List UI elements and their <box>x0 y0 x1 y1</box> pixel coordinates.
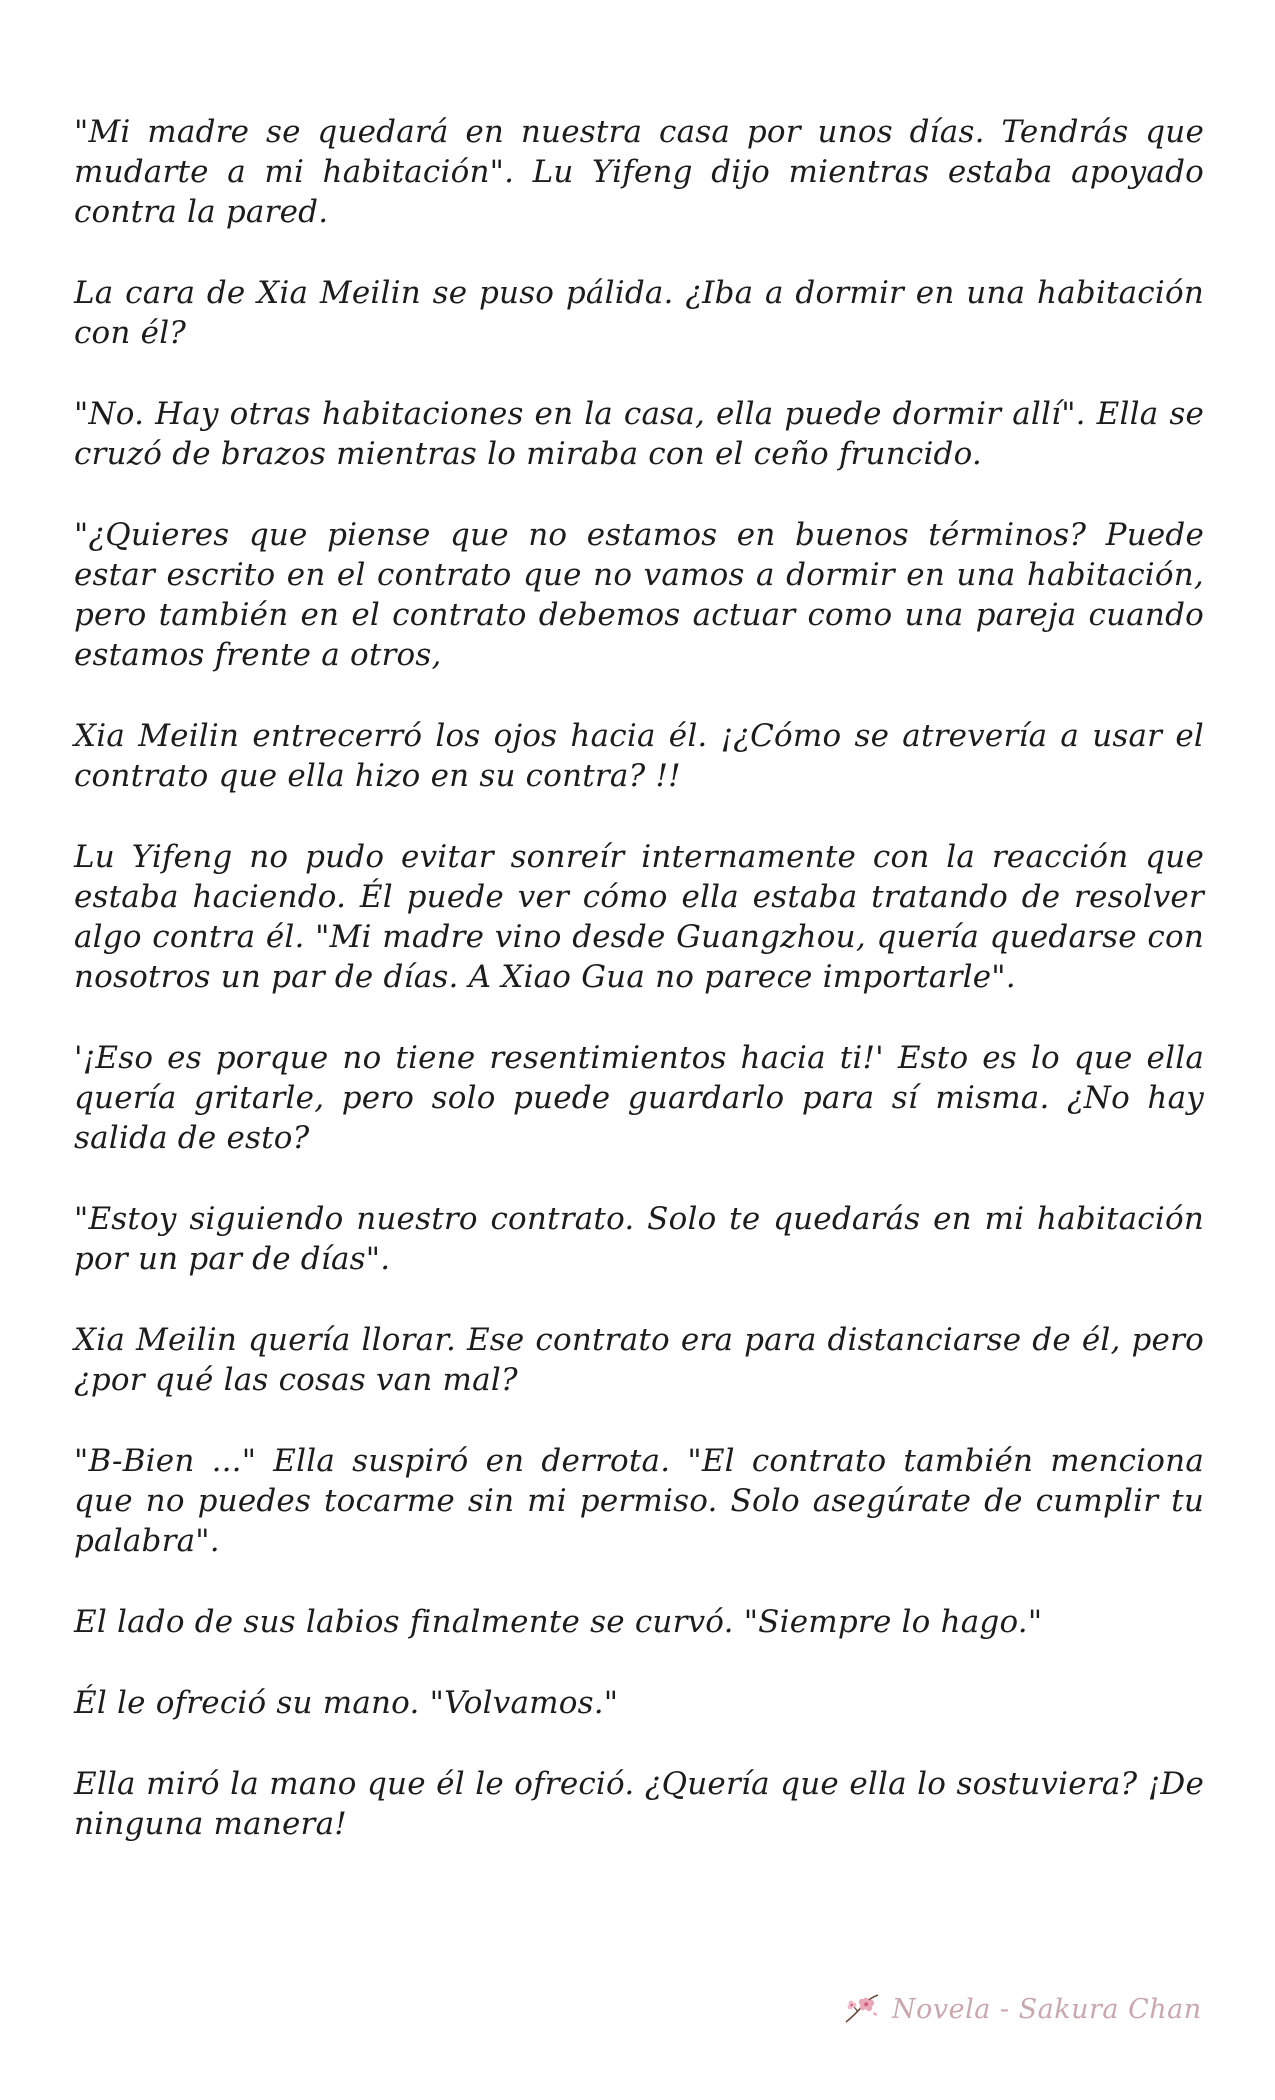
paragraph-4: "¿Quieres que piense que no estamos en buenos términos? Puede estar escrito en el contrato que no vamos a dormir en una habitación, pero también en el contrato debemos actuar como una pareja cuando estamos frente a otros, <box>74 517 1204 673</box>
sakura-flower-icon <box>842 1992 882 2026</box>
document-body <box>74 112 1204 1885</box>
paragraph-10: "B-Bien ..." Ella suspiró en derrota. "El contrato también menciona que no puedes tocarme sin mi permiso. Solo asegúrate de cumplir tu palabra". <box>74 1443 1204 1559</box>
paragraph-2: La cara de Xia Meilin se puso pálida. ¿Iba a dormir en una habitación con él? <box>74 275 1204 351</box>
paragraph-12: Él le ofreció su mano. "Volvamos." <box>74 1685 619 1721</box>
paragraph-1: "Mi madre se quedará en nuestra casa por unos días. Tendrás que mudarte a mi habitación". Lu Yifeng dijo mientras estaba apoyado contra la pared. <box>74 114 1204 230</box>
watermark <box>842 1992 1202 2026</box>
paragraph-7: '¡Eso es porque no tiene resentimientos hacia ti!' Esto es lo que ella quería gritarle, pero solo puede guardarlo para sí misma. ¿No hay salida de esto? <box>74 1040 1204 1156</box>
paragraph-6: Lu Yifeng no pudo evitar sonreír internamente con la reacción que estaba haciendo. Él puede ver cómo ella estaba tratando de resolver algo contra él. "Mi madre vino desde Guangzhou, quería quedarse con nosotros un par de días. A Xiao Gua no parece importarle". <box>74 839 1204 995</box>
paragraph-3: "No. Hay otras habitaciones en la casa, ella puede dormir allí". Ella se cruzó de brazos mientras lo miraba con el ceño fruncido. <box>74 396 1204 472</box>
paragraph-8: "Estoy siguiendo nuestro contrato. Solo te quedarás en mi habitación por un par de días". <box>74 1201 1204 1277</box>
paragraph-13: Ella miró la mano que él le ofreció. ¿Quería que ella lo sostuviera? ¡De ninguna manera! <box>74 1766 1204 1842</box>
paragraph-11: El lado de sus labios finalmente se curvó. "Siempre lo hago." <box>74 1604 1043 1640</box>
paragraph-9: Xia Meilin quería llorar. Ese contrato era para distanciarse de él, pero ¿por qué las cosas van mal? <box>74 1322 1204 1398</box>
paragraph-5: Xia Meilin entrecerró los ojos hacia él. ¡¿Cómo se atrevería a usar el contrato que ella hizo en su contra? !! <box>74 718 1204 794</box>
watermark-text: Novela - Sakura Chan <box>892 1993 1202 2025</box>
